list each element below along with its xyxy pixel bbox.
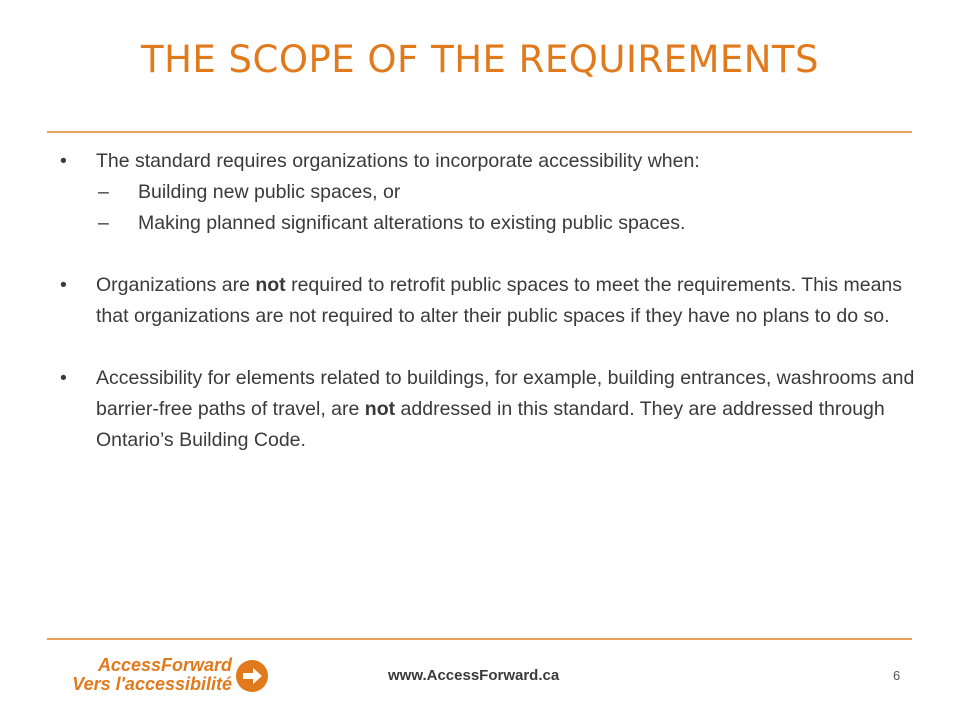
- footer-url: www.AccessForward.ca: [388, 667, 560, 684]
- bullet-item: [60, 146, 915, 177]
- slide-title: THE SCOPE OF THE REQUIREMENTS: [140, 38, 820, 81]
- bottom-divider: [47, 638, 912, 640]
- top-divider: [47, 131, 912, 133]
- sub-bullet-item: [60, 177, 915, 208]
- bullet-text-post: addressed in this standard. They are addressed through Ontario’s Building Code.: [96, 398, 885, 451]
- sub-bullet-item: [60, 208, 915, 239]
- bullet-text-emphasis: not: [255, 274, 286, 296]
- bullet-item: [60, 363, 915, 456]
- bullet-item: [60, 270, 915, 332]
- accessforward-logo: [44, 655, 274, 697]
- slide-body: [60, 146, 915, 456]
- page-number: 6: [893, 668, 901, 683]
- arrow-right-icon: [236, 660, 268, 692]
- bullet-text: The standard requires organizations to incorporate accessibility when:: [96, 150, 700, 172]
- bullet-text-post: required to retrofit public spaces to meet the requirements. This means that organizations are not required to alter their public spaces if they have no plans to do so.: [96, 274, 903, 327]
- logo-text-french: Vers l'accessibilité: [72, 674, 232, 694]
- sub-bullet-text: Building new public spaces, or: [138, 181, 401, 203]
- bullet-text-pre: Organizations are: [96, 274, 256, 296]
- logo-text-english: AccessForward: [97, 655, 232, 675]
- bullet-text-pre: Accessibility for elements related to buildings, for example, building entrances, washrooms and barrier-free paths of travel, are: [96, 367, 915, 420]
- sub-bullet-text: Making planned significant alterations to existing public spaces.: [138, 212, 686, 234]
- bullet-text-emphasis: not: [364, 398, 396, 420]
